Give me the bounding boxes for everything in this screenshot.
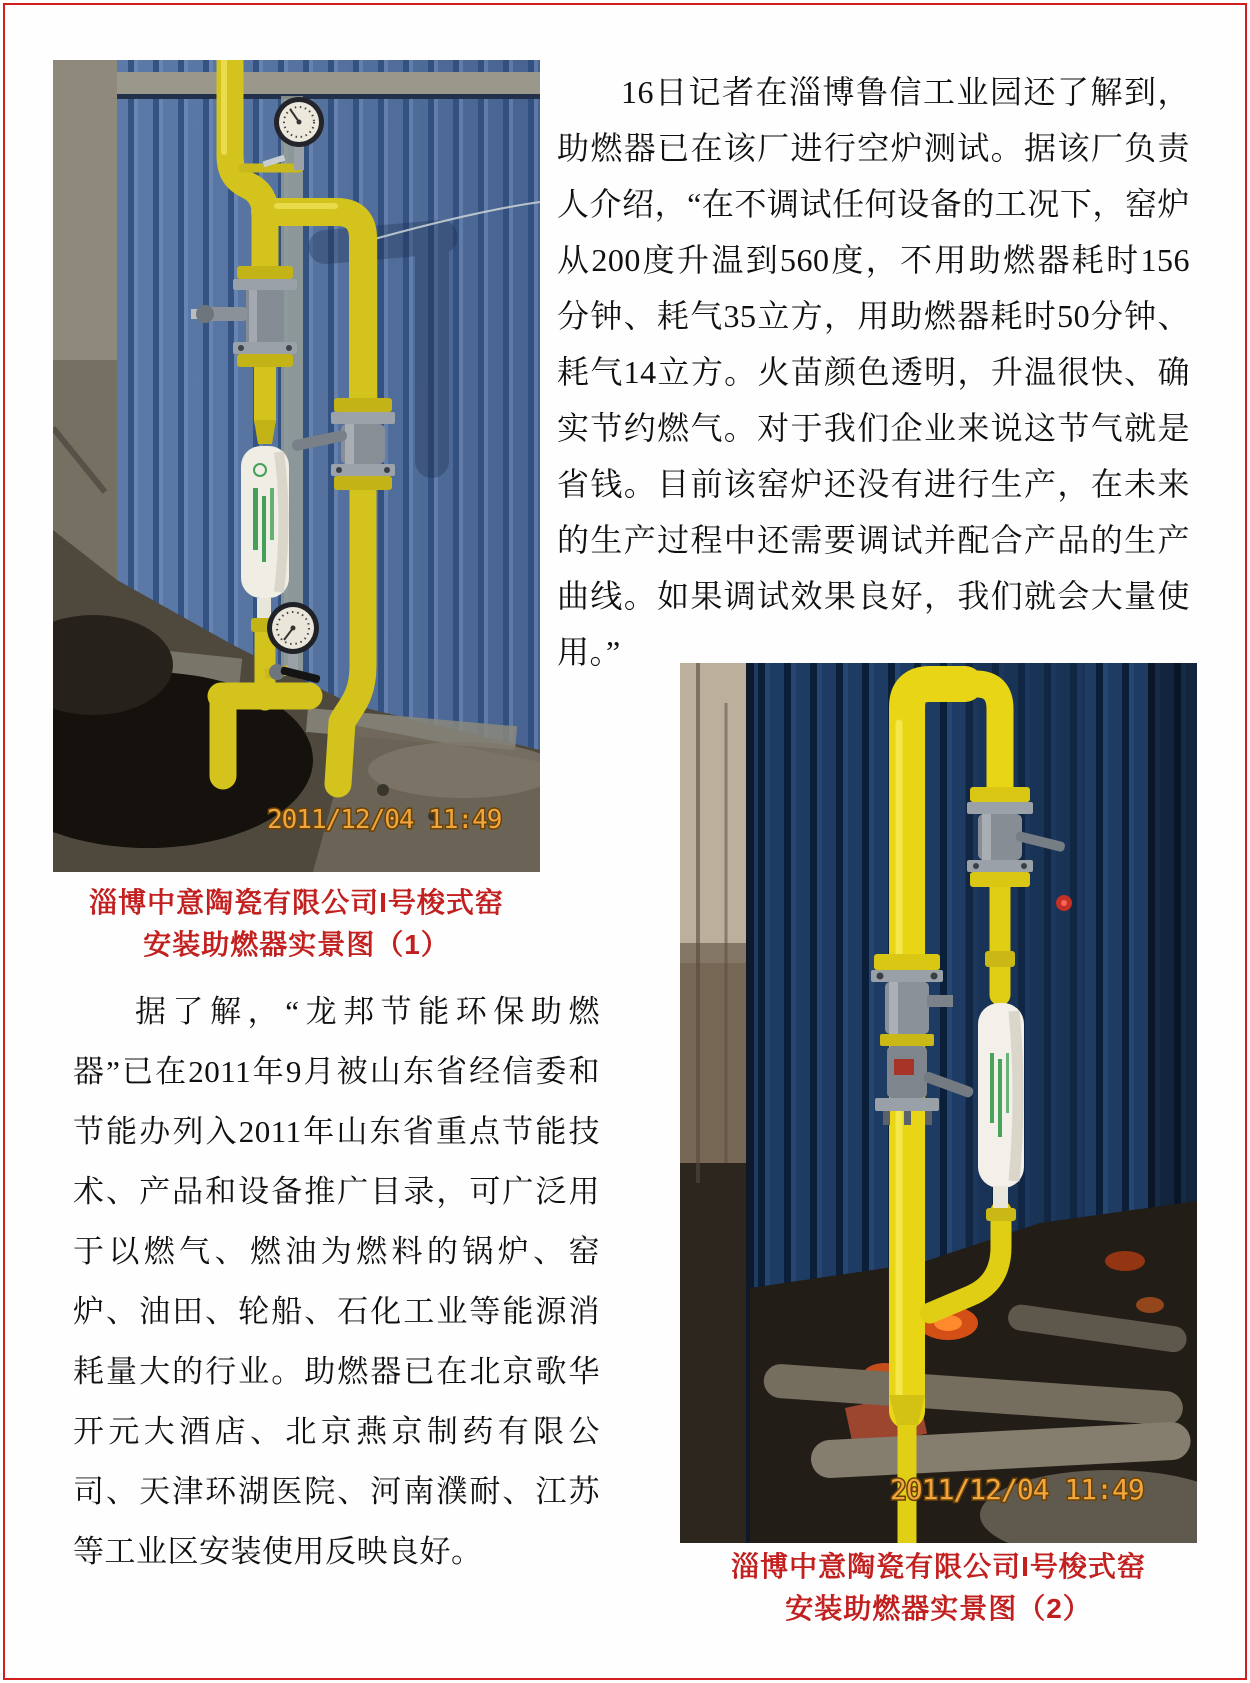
red-indicator-light bbox=[1056, 895, 1072, 911]
article-paragraph-right: 16日记者在淄博鲁信工业园还了解到，助燃器已在该厂进行空炉测试。据该厂负责人介绍，“在不调试任何设备的工况下，窑炉从200度升温到560度，不用助燃器耗时156分钟、耗气35立方，用助燃器耗时50分钟、耗气14立方。火苗颜色透明，升温很快、确实节约燃气。对于我们企业来说这节气就是省钱。目前该窑炉还没有进行生产，在未来的生产过程中还需要调试并配合产品的生产曲线。如果调试效果良好，我们就会大量使用。” bbox=[557, 74, 1190, 670]
photo-1-caption bbox=[53, 882, 540, 966]
photo-2-caption bbox=[680, 1546, 1197, 1630]
photo-1-scene bbox=[53, 60, 540, 872]
photo-1-caption-line1: 淄博中意陶瓷有限公司I号梭式窑 bbox=[89, 887, 504, 918]
photo-1-caption-line2: 安装助燃器实景图（1） bbox=[143, 929, 450, 960]
wood-post-strip bbox=[680, 663, 754, 1543]
photo-1-timestamp: 2011/12/04 11:49 bbox=[267, 805, 502, 835]
photo-2-caption-line2: 安装助燃器实景图（2） bbox=[785, 1593, 1092, 1624]
article-paragraph-left: 据了解，“龙邦节能环保助燃器”已在2011年9月被山东省经信委和节能办列入2011年山东省重点节能技术、产品和设备推广目录，可广泛用于以燃气、燃油为燃料的锅炉、窑炉、油田、轮船、石化工业等能源消耗量大的行业。助燃器已在北京歌华开元大酒店、北京燕京制药有限公司、天津环湖医院、河南濮耐、江苏等工业区安装使用反映良好。 bbox=[73, 994, 600, 1569]
photo-2-timestamp: 2011/12/04 11:49 bbox=[890, 1473, 1144, 1506]
photo-2-kiln-piping bbox=[680, 663, 1197, 1543]
photo-2-scene bbox=[680, 663, 1197, 1543]
photo-2-caption-line1: 淄博中意陶瓷有限公司I号梭式窑 bbox=[731, 1551, 1146, 1582]
photo-1-kiln-piping bbox=[53, 60, 540, 872]
